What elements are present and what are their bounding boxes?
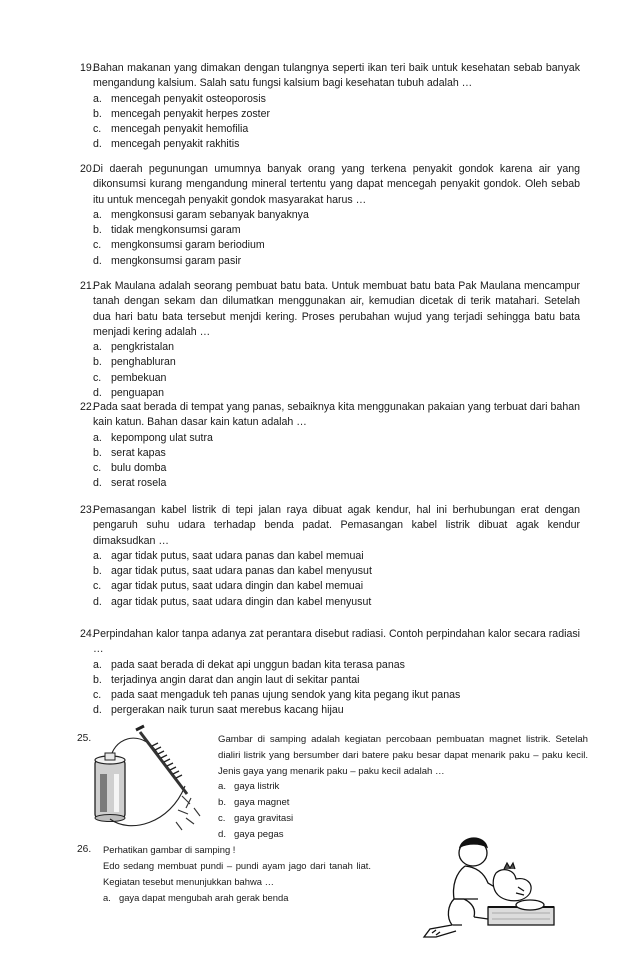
question-20 [80, 162, 580, 269]
question-stem: Pak Maulana adalah seorang pembuat batu bata. Untuk membuat batu bata Pak Maulana mencampur tanah dengan sekam dan dilumatkan menggunakan air, kemudian dicetak di terik matahari. Setelah dua hari batu bata tersebut menjdi kering. Proses perubahan wujud yang terjadi sehingga batu bata menjadi kering adalah … [93, 280, 580, 338]
option-b: b. serat kapas [93, 446, 166, 459]
option-a: a. gaya listrik [218, 781, 280, 793]
boy-with-clay-illustration [418, 833, 558, 948]
option-a: a. agar tidak putus, saat udara panas dan kabel memuai [93, 549, 364, 562]
question-26-number: 26. [77, 844, 92, 855]
option-c: c. mengkonsumsi garam beriodium [93, 239, 265, 252]
question-stem: Pada saat berada di tempat yang panas, sebaiknya kita menggunakan pakaian yang terbuat dari bahan kain katun. Bahan dasar kain katun adalah … [93, 401, 580, 429]
question-22 [80, 400, 580, 492]
question-23 [80, 503, 580, 610]
option-d: d. pergerakan naik turun saat merebus kacang hijau [93, 704, 344, 717]
battery-icon [95, 753, 125, 822]
option-b: b. terjadinya angin darat dan angin laut di sekitar pantai [93, 673, 360, 686]
option-c: c. bulu domba [93, 462, 167, 475]
option-a: a. mencegah penyakit osteoporosis [93, 92, 266, 105]
question-stem: Bahan makanan yang dimakan dengan tulangnya seperti ikan teri baik untuk kesehatan sebab banyak mengandung kalsium. Salah satu fungsi kalsium bagi kesehatan tubuh adalah … [93, 62, 580, 90]
question-26-line-2: Edo sedang membuat pundi – pundi ayam jago dari tanah liat. [103, 860, 371, 871]
nail-coil-icon [136, 726, 187, 794]
option-b: b. gaya magnet [218, 797, 290, 809]
option-d: d. penguapan [93, 387, 165, 400]
question-stem: Di daerah pegunungan umumnya banyak orang yang terkena penyakit gondok karena air yang dikonsumsi kurang mengandung mineral tertentu yang dapat mencegah penyakit gondok. Oleh sebab itu untuk mencegah penyakit gondok masyarakat harus … [93, 163, 580, 206]
question-26-line-1: Perhatikan gambar di samping ! [103, 844, 236, 855]
question-25-text [218, 732, 588, 843]
question-stem: Perpindahan kalor tanpa adanya zat perantara disebut radiasi. Contoh perpindahan kalor secara radiasi … [93, 628, 580, 656]
question-24 [80, 627, 580, 719]
question-number: 20. [80, 163, 95, 175]
question-26-text [103, 842, 433, 906]
option-b: b. tidak mengkonsumsi garam [93, 224, 241, 237]
option-c: c. mencegah penyakit hemofilia [93, 123, 249, 136]
option-b: b. penghabluran [93, 356, 176, 369]
question-number: 23. [80, 504, 95, 516]
option-d: d. mengkonsumsi garam pasir [93, 254, 242, 267]
option-c: c. gaya gravitasi [218, 812, 294, 824]
question-26-line-3: Kegiatan tesebut menunjukkan bahwa … [103, 876, 274, 887]
question-stem: Gambar di samping adalah kegiatan percobaan pembuatan magnet listrik. Setelah dialiri listrik yang bersumber dari batere paku besar dapat menarik paku – paku kecil. Jenis gaya yang menarik paku – paku kecil adalah … [218, 734, 588, 777]
option-a: a. pada saat berada di dekat api unggun badan kita terasa panas [93, 658, 405, 671]
option-d: d. agar tidak putus, saat udara dingin dan kabel menyusut [93, 595, 372, 608]
option-a: a. mengkonsusi garam sebanyak banyaknya [93, 208, 309, 221]
option-c: c. agar tidak putus, saat udara dingin dan kabel memuai [93, 580, 364, 593]
option-c: c. pembekuan [93, 371, 167, 384]
option-b: b. mencegah penyakit herpes zoster [93, 107, 270, 120]
question-number: 19. [80, 62, 95, 74]
question-number: 22. [80, 401, 95, 413]
option-a: a. kepompong ulat sutra [93, 431, 213, 444]
option-d: d. mencegah penyakit rakhitis [93, 138, 240, 151]
option-a: a. gaya dapat mengubah arah gerak benda [103, 892, 289, 903]
clay-rooster-icon [493, 863, 531, 901]
boy-icon [424, 838, 498, 937]
question-stem: Pemasangan kabel listrik di tepi jalan raya dibuat agak kendur, hal ini berhubungan erat dengan pengaruh suhu udara terhadap benda padat. Pemasangan kabel listrik dibuat agak kendur dimaksudkan … [93, 504, 580, 547]
small-nails-icon [176, 796, 200, 830]
question-19 [80, 61, 580, 153]
question-number: 21. [80, 280, 95, 292]
option-d: d. serat rosela [93, 477, 167, 490]
option-c: c. pada saat mengaduk teh panas ujung sendok yang kita pegang ikut panas [93, 689, 461, 702]
option-a: a. pengkristalan [93, 341, 175, 354]
option-d: d. gaya pegas [218, 828, 284, 840]
work-table-icon [488, 900, 554, 925]
question-number: 24. [80, 628, 95, 640]
question-25-number: 25. [77, 733, 92, 744]
question-21 [80, 279, 580, 401]
option-b: b. agar tidak putus, saat udara panas dan kabel menyusut [93, 565, 372, 578]
electromagnet-illustration [90, 724, 215, 834]
